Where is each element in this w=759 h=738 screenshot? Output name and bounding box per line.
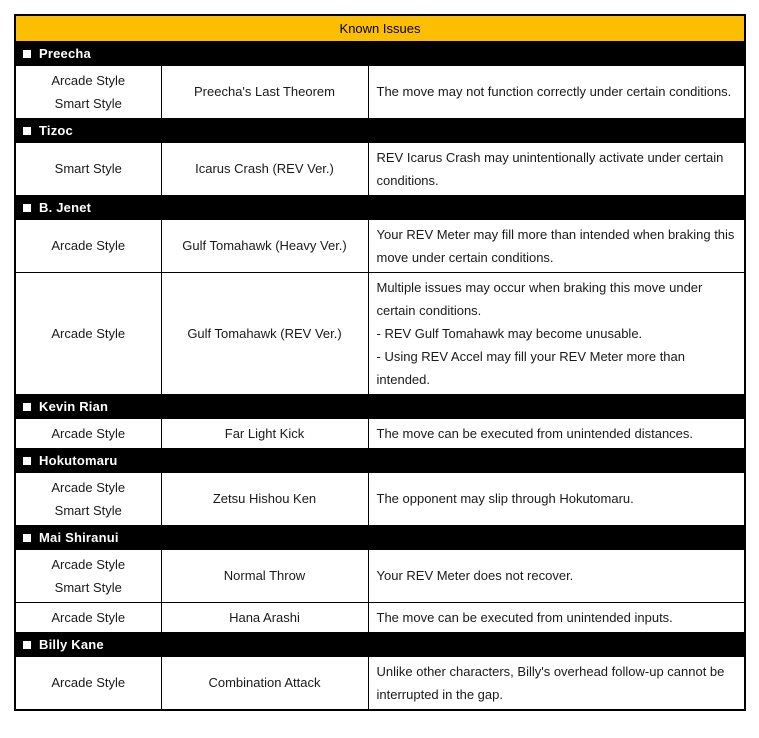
section-header-row bbox=[15, 525, 745, 549]
style-label: Smart Style bbox=[54, 95, 122, 111]
character-name: Billy Kane bbox=[39, 636, 104, 652]
style-label: Arcade Style bbox=[51, 479, 126, 495]
section-header-row bbox=[15, 394, 745, 418]
issue-row bbox=[15, 219, 745, 272]
section-header-cell bbox=[15, 41, 745, 65]
move-name: Icarus Crash (REV Ver.) bbox=[195, 161, 334, 176]
description-cell bbox=[368, 549, 745, 602]
issue-row bbox=[15, 472, 745, 525]
description-cell bbox=[368, 272, 745, 394]
issue-row bbox=[15, 549, 745, 602]
move-cell bbox=[161, 272, 368, 394]
move-cell bbox=[161, 472, 368, 525]
description-cell bbox=[368, 219, 745, 272]
description-line: The opponent may slip through Hokutomaru. bbox=[376, 491, 634, 506]
move-name: Gulf Tomahawk (REV Ver.) bbox=[187, 325, 342, 341]
move-cell bbox=[161, 549, 368, 602]
section-header-row bbox=[15, 195, 745, 219]
section-header-cell bbox=[15, 525, 745, 549]
description-line: Your REV Meter does not recover. bbox=[376, 568, 574, 583]
style-label: Arcade Style bbox=[51, 609, 126, 625]
section-header-cell bbox=[15, 632, 745, 656]
description-cell bbox=[368, 656, 745, 710]
description-cell bbox=[368, 65, 745, 118]
style-cell bbox=[15, 272, 161, 394]
move-cell bbox=[161, 602, 368, 632]
description-cell bbox=[368, 418, 745, 448]
style-label: Arcade Style bbox=[51, 556, 126, 572]
issue-row bbox=[15, 272, 745, 394]
table-title-row bbox=[15, 15, 745, 41]
move-name: Normal Throw bbox=[223, 568, 306, 583]
description-cell bbox=[368, 472, 745, 525]
move-cell bbox=[161, 656, 368, 710]
character-name: Mai Shiranui bbox=[39, 529, 119, 545]
section-header-row bbox=[15, 448, 745, 472]
character-name: Hokutomaru bbox=[39, 452, 118, 468]
move-name: Far Light Kick bbox=[224, 425, 305, 441]
description-cell bbox=[368, 602, 745, 632]
style-label: Smart Style bbox=[54, 502, 122, 518]
description-line: REV Icarus Crash may unintentionally activate under certain conditions. bbox=[376, 149, 724, 188]
move-cell bbox=[161, 219, 368, 272]
style-label: Arcade Style bbox=[51, 72, 126, 88]
character-name: Preecha bbox=[39, 45, 91, 61]
character-name: Kevin Rian bbox=[39, 398, 109, 414]
move-cell bbox=[161, 142, 368, 195]
square-bullet-icon bbox=[23, 534, 31, 542]
style-label: Arcade Style bbox=[51, 325, 126, 341]
move-name: Preecha's Last Theorem bbox=[194, 84, 335, 99]
style-cell bbox=[15, 65, 161, 118]
known-issues-table bbox=[14, 14, 746, 711]
section-header-row bbox=[15, 41, 745, 65]
description-line: - REV Gulf Tomahawk may become unusable. bbox=[376, 325, 643, 341]
description-line: Multiple issues may occur when braking this move under certain conditions. bbox=[376, 279, 703, 318]
square-bullet-icon bbox=[23, 403, 31, 411]
section-header-cell bbox=[15, 448, 745, 472]
table-title: Known Issues bbox=[15, 15, 745, 41]
style-cell bbox=[15, 219, 161, 272]
issue-row bbox=[15, 656, 745, 710]
section-header-cell bbox=[15, 195, 745, 219]
style-label: Smart Style bbox=[54, 579, 122, 595]
section-header-cell bbox=[15, 394, 745, 418]
issue-row bbox=[15, 418, 745, 448]
move-name: Gulf Tomahawk (Heavy Ver.) bbox=[182, 238, 347, 253]
style-cell bbox=[15, 602, 161, 632]
style-cell bbox=[15, 142, 161, 195]
move-cell bbox=[161, 65, 368, 118]
description-line: The move can be executed from unintended inputs. bbox=[376, 609, 673, 625]
square-bullet-icon bbox=[23, 641, 31, 649]
style-label: Arcade Style bbox=[51, 675, 126, 690]
style-cell bbox=[15, 549, 161, 602]
square-bullet-icon bbox=[23, 204, 31, 212]
table-body bbox=[15, 41, 745, 710]
description-cell bbox=[368, 142, 745, 195]
description-line: Unlike other characters, Billy's overhead follow-up cannot be interrupted in the gap. bbox=[376, 663, 725, 702]
square-bullet-icon bbox=[23, 50, 31, 58]
style-cell bbox=[15, 656, 161, 710]
move-name: Hana Arashi bbox=[229, 609, 300, 625]
style-label: Arcade Style bbox=[51, 425, 126, 441]
style-label: Smart Style bbox=[54, 161, 122, 176]
description-line: The move may not function correctly under certain conditions. bbox=[376, 84, 732, 99]
description-line: The move can be executed from unintended distances. bbox=[376, 425, 694, 441]
character-name: Tizoc bbox=[39, 122, 73, 138]
move-cell bbox=[161, 418, 368, 448]
square-bullet-icon bbox=[23, 457, 31, 465]
section-header-row bbox=[15, 118, 745, 142]
section-header-row bbox=[15, 632, 745, 656]
issue-row bbox=[15, 65, 745, 118]
description-line: - Using REV Accel may fill your REV Meter more than intended. bbox=[376, 348, 685, 387]
move-name: Combination Attack bbox=[208, 675, 321, 690]
style-cell bbox=[15, 418, 161, 448]
issue-row bbox=[15, 602, 745, 632]
style-label: Arcade Style bbox=[51, 238, 126, 253]
description-line: Your REV Meter may fill more than intended when braking this move under certain conditions. bbox=[376, 226, 735, 265]
character-name: B. Jenet bbox=[39, 199, 92, 215]
move-name: Zetsu Hishou Ken bbox=[212, 491, 317, 506]
square-bullet-icon bbox=[23, 127, 31, 135]
issue-row bbox=[15, 142, 745, 195]
section-header-cell bbox=[15, 118, 745, 142]
style-cell bbox=[15, 472, 161, 525]
